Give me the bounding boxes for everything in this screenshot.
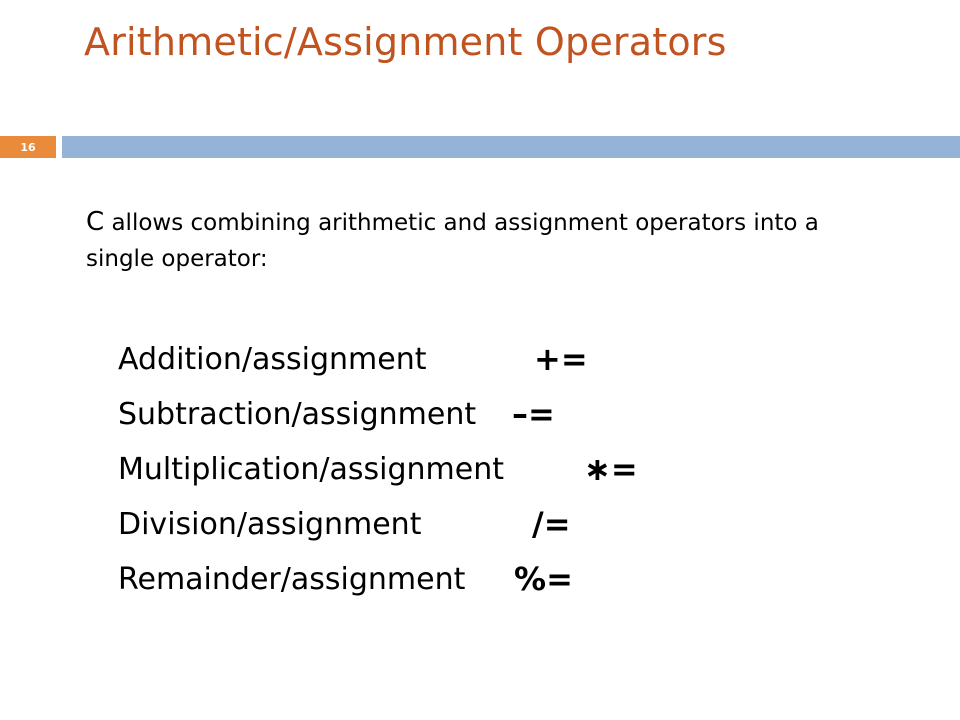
- operator-row-remainder: [118, 562, 678, 617]
- operator-row-division: [118, 507, 678, 562]
- intro-lead: C: [86, 207, 105, 237]
- operator-symbol: %=: [514, 560, 573, 598]
- operator-row-subtraction: [118, 397, 678, 452]
- slide-number-badge: [0, 136, 56, 158]
- header-divider-bar: [62, 136, 960, 158]
- operator-name: Subtraction/assignment: [118, 397, 477, 432]
- operator-symbol: –=: [512, 395, 555, 433]
- intro-paragraph: [86, 204, 846, 277]
- operator-name: Remainder/assignment: [118, 562, 466, 597]
- intro-text: allows combining arithmetic and assignment operators into a single operator:: [86, 210, 819, 272]
- operator-symbol: +=: [534, 340, 588, 378]
- slide-title: Arithmetic/Assignment Operators: [84, 20, 727, 64]
- operator-row-multiplication: [118, 452, 678, 507]
- operator-name: Division/assignment: [118, 507, 422, 542]
- operator-row-addition: [118, 342, 678, 397]
- operator-symbol: ∗=: [584, 450, 638, 488]
- operator-symbol: /=: [532, 505, 571, 543]
- slide-number: 16: [20, 140, 36, 154]
- operator-list: [118, 342, 678, 617]
- operator-name: Addition/assignment: [118, 342, 427, 377]
- operator-name: Multiplication/assignment: [118, 452, 504, 487]
